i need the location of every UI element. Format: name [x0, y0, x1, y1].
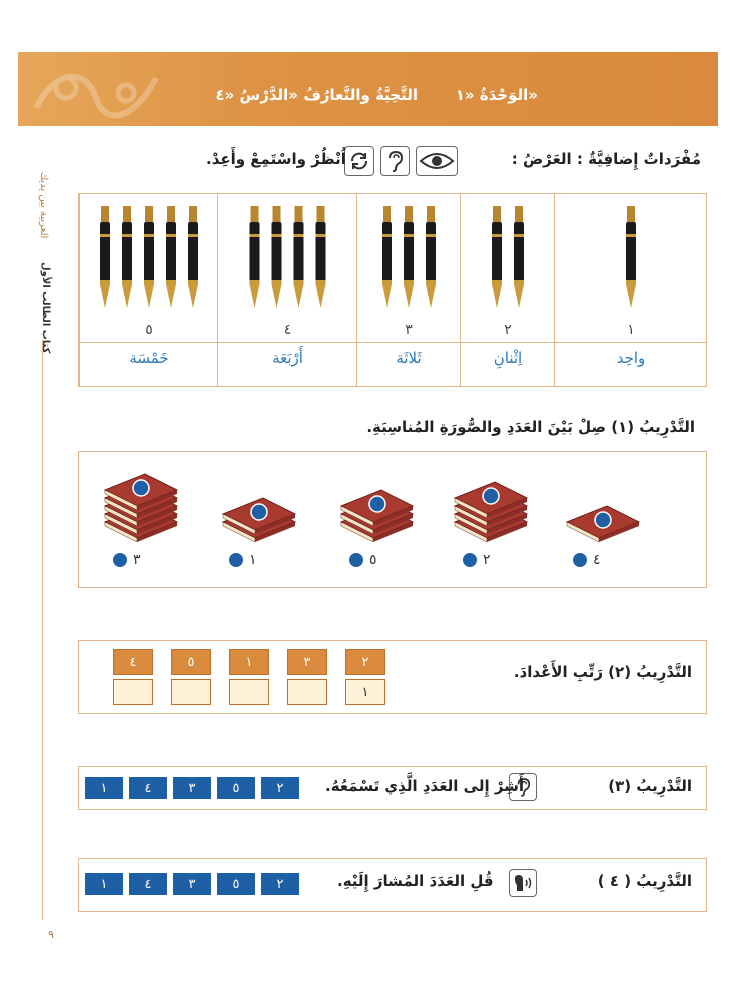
pen-icon — [144, 206, 154, 308]
book-badge — [251, 504, 267, 520]
books-stack-icon — [101, 462, 181, 546]
exercise-4-title: التَّدْرِيبُ ( ٤ ) — [597, 872, 692, 890]
cell-two — [460, 194, 555, 386]
number-tile[interactable]: ٥ — [217, 777, 255, 799]
digit-four: ٤ — [283, 322, 292, 338]
match-item[interactable] — [573, 552, 601, 568]
pen-group — [357, 204, 461, 312]
vocab-title: مُفْرَداتٌ إِضافِيَّةٌ : العَرْضُ : — [511, 150, 701, 168]
digit-two: ٢ — [504, 322, 512, 338]
pen-icon — [272, 206, 282, 308]
order-number-tile[interactable]: ٣ — [287, 649, 327, 675]
side-rule — [42, 340, 43, 920]
unit-title: الوَحْدَةُ «١» — [455, 86, 538, 104]
match-dot[interactable] — [573, 553, 587, 567]
book-badge — [369, 496, 385, 512]
speaking-icon — [509, 869, 537, 897]
order-number-tile[interactable]: ٥ — [171, 649, 211, 675]
cell-three — [356, 194, 461, 386]
order-answer-slot[interactable]: ١ — [345, 679, 385, 705]
order-answer-slot[interactable] — [113, 679, 153, 705]
word-three: ثَلاثَة — [396, 349, 422, 367]
books-svg — [219, 462, 299, 542]
pen-icon — [626, 206, 636, 308]
number-tile[interactable]: ٣ — [173, 777, 211, 799]
order-number-tile[interactable]: ١ — [229, 649, 269, 675]
lesson-title: الدَّرْسُ «٤» — [215, 86, 298, 104]
match-digit: ٥ — [369, 552, 377, 568]
order-answer-slot[interactable] — [171, 679, 211, 705]
pen-group — [218, 204, 357, 312]
books-svg — [451, 462, 531, 542]
cell-five — [79, 194, 218, 386]
word-five: خَمْسَة — [129, 349, 169, 367]
pens-five-icon — [80, 204, 218, 316]
cell-one — [554, 194, 707, 386]
books-svg — [101, 462, 181, 542]
word-two: اِثْنانِ — [493, 349, 523, 367]
numbers-table — [78, 193, 707, 387]
pen-group — [461, 204, 555, 312]
digit-five: ٥ — [145, 322, 153, 338]
number-tile[interactable]: ٤ — [129, 873, 167, 895]
exercise-4-instruction: قُلِ العَدَدَ المُشارَ إِلَيْهِ. — [337, 872, 494, 890]
calligraphy-decoration — [26, 58, 186, 120]
order-number-tile[interactable]: ٢ — [345, 649, 385, 675]
exercise-3-box — [78, 766, 707, 810]
book-badge — [483, 488, 499, 504]
ear-icon — [380, 146, 410, 176]
pen-icon — [100, 206, 110, 308]
pen-icon — [404, 206, 414, 308]
pen-icon — [166, 206, 176, 308]
number-tile[interactable]: ١ — [85, 777, 123, 799]
pen-icon — [250, 206, 260, 308]
match-dot[interactable] — [113, 553, 127, 567]
book-badge — [133, 480, 149, 496]
match-dot[interactable] — [463, 553, 477, 567]
match-digit: ٣ — [133, 552, 141, 568]
repeat-icon — [344, 146, 374, 176]
pen-icon — [294, 206, 304, 308]
eye-icon — [416, 146, 458, 176]
pens-three-icon — [357, 204, 461, 316]
exercise-3-instruction: أَشِرْ إِلى العَدَدِ الَّذِي تَسْمَعُهُ. — [325, 777, 525, 795]
pens-one-icon — [555, 204, 707, 316]
pen-icon — [188, 206, 198, 308]
book-badge — [595, 512, 611, 528]
digit-one: ١ — [627, 322, 635, 338]
books-stack-icon — [451, 462, 531, 546]
exercise-1-box — [78, 451, 707, 588]
match-dot[interactable] — [349, 553, 363, 567]
match-item[interactable] — [229, 552, 257, 568]
exercise-3-title: التَّدْرِيبُ (٣) — [608, 777, 692, 795]
books-stack-icon — [337, 462, 417, 546]
books-svg — [337, 462, 417, 542]
number-tile[interactable]: ١ — [85, 873, 123, 895]
number-tile[interactable]: ٢ — [261, 777, 299, 799]
books-stack-icon — [219, 462, 299, 546]
pen-group — [555, 204, 707, 312]
pen-icon — [426, 206, 436, 308]
order-number-tile[interactable]: ٤ — [113, 649, 153, 675]
exercise-4-box — [78, 858, 707, 912]
books-svg — [563, 462, 643, 542]
book-name: كتاب الطالب الأول — [40, 262, 51, 354]
pen-icon — [514, 206, 524, 308]
match-digit: ٤ — [593, 552, 601, 568]
books-stack-icon — [563, 462, 643, 546]
word-one: واحِد — [616, 349, 646, 367]
pen-group — [80, 204, 218, 312]
page-number: ٩ — [48, 928, 54, 941]
match-digit: ٢ — [483, 552, 491, 568]
series-name: العربية بين يديك — [38, 172, 49, 239]
pen-icon — [382, 206, 392, 308]
pens-two-icon — [461, 204, 555, 316]
unit-header — [18, 52, 718, 126]
number-tile[interactable]: ٣ — [173, 873, 211, 895]
word-four: أَرْبَعَة — [272, 349, 303, 367]
pens-four-icon — [218, 204, 357, 316]
number-tile[interactable]: ٥ — [217, 873, 255, 895]
exercise-1-title: التَّدْرِيبُ (١) صِلْ بَيْنَ العَدَدِ والصُّورَةِ المُناسِبَةِ. — [366, 418, 695, 436]
match-item[interactable] — [463, 552, 491, 568]
match-item[interactable] — [349, 552, 377, 568]
match-digit: ١ — [249, 552, 257, 568]
order-answer-slot[interactable] — [229, 679, 269, 705]
exercise-2-box — [78, 640, 707, 714]
vocab-instruction: اُنْظُرْ واسْتَمِعْ وأَعِدْ. — [206, 150, 346, 168]
pen-icon — [122, 206, 132, 308]
topic-title: التَّحِيَّةُ والتَّعارُفُ — [303, 86, 418, 104]
pen-icon — [492, 206, 502, 308]
digit-three: ٣ — [405, 322, 413, 338]
pen-icon — [316, 206, 326, 308]
match-item[interactable] — [113, 552, 141, 568]
match-dot[interactable] — [229, 553, 243, 567]
exercise-2-title: التَّدْرِيبُ (٢) رَتِّبِ الأَعْدادَ. — [513, 663, 692, 681]
number-tile[interactable]: ٢ — [261, 873, 299, 895]
number-tile[interactable]: ٤ — [129, 777, 167, 799]
cell-four — [217, 194, 357, 386]
order-answer-slot[interactable] — [287, 679, 327, 705]
